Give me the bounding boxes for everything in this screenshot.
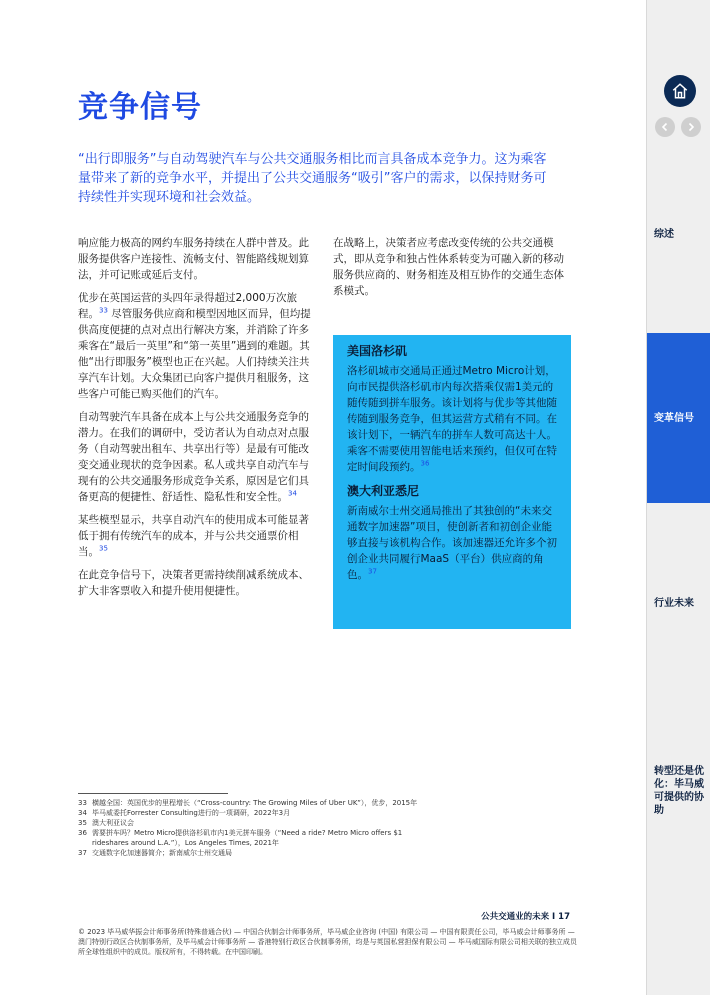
footnote: 35 澳大利亚议会: [78, 819, 134, 827]
right-column: [333, 235, 571, 306]
body-paragraph: 某些模型显示，共享自动汽车的使用成本可能显著低于拥有传统汽车的成本，并与公共交通票价相当。$^{35}$: [78, 514, 309, 558]
page-nav: [655, 117, 701, 137]
case-text-sydney: 新南威尔士州交通局推出了其独创的“未来交通数字加速器”项目，使创新者和初创企业能够直接与该机构合作。该加速器还允许多个初创企业共同履行MaaS（平台）供应商的角色。$^{37}$: [347, 505, 557, 581]
sidebar-nav: [646, 0, 710, 995]
body-paragraph: 在此竞争信号下，决策者更需持续削减系统成本、扩大非客票收入和提升使用便捷性。: [78, 569, 309, 597]
footnote: 34 毕马威委托Forrester Consulting进行的一项调研，2022年3月: [78, 809, 291, 817]
footnote: 36 需要拼车吗？Metro Micro提供洛杉矶市内1美元拼车服务（“Need a ride? Metro Micro offers $1 rideshares around L.A.”），Los Angeles Times, 2021年: [78, 829, 403, 847]
footnote-ref[interactable]: 33: [99, 306, 108, 315]
footnote: 37 交通数字化加速器简介；新南威尔士州交通局: [78, 849, 232, 857]
footnote: 33 横越全国：英国优步的里程增长（“Cross-country: The Growing Miles of Uber UK”），优步，2015年: [78, 799, 418, 807]
case-heading-la: 美国洛杉矶: [347, 344, 408, 358]
body-paragraph: 响应能力极高的网约车服务持续在人群中普及。此服务提供客户连接性、流畅支付、智能路线规划算法，并可记账或延后支付。: [78, 237, 309, 281]
prev-page-button[interactable]: [655, 117, 675, 137]
footnote-ref[interactable]: 35: [99, 544, 108, 553]
home-button[interactable]: [664, 75, 696, 107]
chevron-right-icon: [686, 122, 696, 132]
next-page-button[interactable]: [681, 117, 701, 137]
copyright-text: © 2023 毕马威华振会计师事务所(特殊普通合伙) — 中国合伙制会计师事务所，毕马威企业咨询 (中国) 有限公司 — 中国有限责任公司，毕马威会计师事务所 — 澳门特别行政区合伙制事务所，及毕马威会计师事务所 — 香港特别行政区合伙制事务所，均是与英国私营担保有限公司 — 毕马威国际有限公司相关联的独立成员所全球性组织中的成员。版权所有，不得转载。在中国印刷。: [78, 928, 577, 956]
sidebar-item-future[interactable]: 行业未来: [654, 598, 694, 609]
sidebar-item-signals[interactable]: 变革信号: [647, 333, 710, 503]
body-paragraph: 在战略上，决策者应考虑改变传统的公共交通模式，即从竞争和独占性体系转变为可融入新的移动服务供应商的、财务相连及相互协作的交通生态体系模式。: [333, 237, 564, 297]
case-study-box: [333, 335, 571, 629]
left-column: [78, 235, 316, 606]
sidebar-item-transformation[interactable]: 转型还是优化：毕马威可提供的协助: [654, 766, 704, 816]
body-paragraph: 优步在英国运营的头四年录得超过2,000万次旅程。$^{33}$ 尽管服务供应商和模型因地区而异，但均提供高度便捷的点对点出行解决方案，并消除了许多乘客在“最后一英里”和“第一英里”遇到的难题。其他“出行即服务”模型也正在兴起。人们持续关注共享汽车计划。大众集团已向客户提供月租服务，这些客户可能已购买他们的汽车。: [78, 292, 311, 400]
home-icon: [671, 82, 689, 100]
chevron-left-icon: [660, 122, 670, 132]
footnote-ref[interactable]: 34: [288, 489, 297, 498]
footnote-ref[interactable]: 37: [368, 567, 377, 576]
body-paragraph: 自动驾驶汽车具备在成本上与公共交通服务竞争的潜力。在我们的调研中，受访者认为自动点对点服务（自动驾驶出租车、共享出行等）是最有可能改变交通业现状的竞争因素。私人或共享自动汽车与现有的公共交通服务形成竞争关系，原因是它们具备更高的便捷性、舒适性、隐私性和安全性。$^{34}$: [78, 411, 309, 503]
page-title: 竞争信号: [78, 90, 202, 125]
footnote-divider: [78, 793, 228, 794]
lead-paragraph: “出行即服务”与自动驾驶汽车与公共交通服务相比而言具备成本竞争力。这为乘客量带来了新的竞争水平，并提出了公共交通服务“吸引”客户的需求，以保持财务可持续性并实现环境和社会效益。: [78, 152, 547, 205]
footnote-ref[interactable]: 36: [420, 459, 430, 468]
sidebar-item-overview[interactable]: 综述: [654, 229, 674, 240]
case-text-la: 洛杉矶城市交通局正通过Metro Micro计划，向市民提供洛杉矶市内每次搭乘仅需1美元的随传随到拼车服务。该计划将与优步等其他随传随到服务竞争，但其运营方式稍有不同。在该计划下，一辆汽车的拼车人数可高达十人。乘客不需要使用智能电话来预约，但仅可在特定时间段预约。$^{36}$: [347, 365, 557, 473]
case-heading-sydney: 澳大利亚悉尼: [347, 484, 420, 498]
footnotes: [78, 798, 438, 858]
page-number-label: 公共交通业的未来 I 17: [481, 912, 570, 922]
